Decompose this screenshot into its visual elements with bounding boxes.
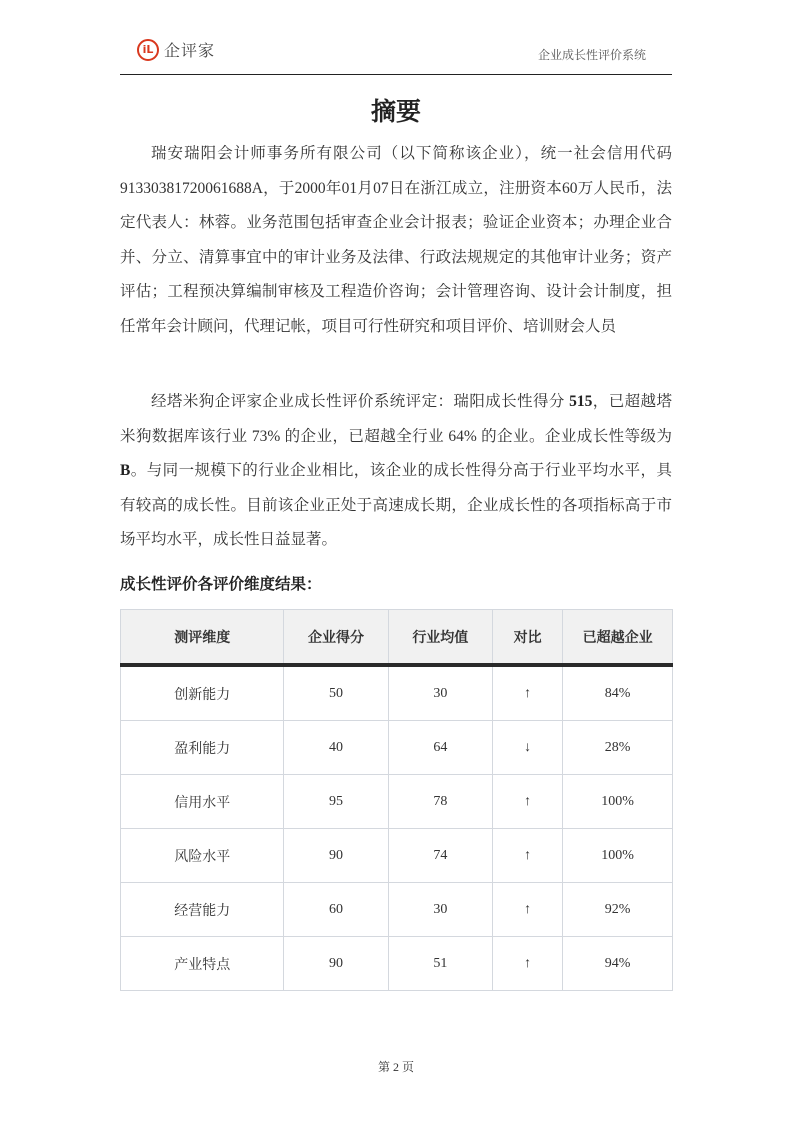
table-header-row — [121, 610, 673, 666]
comparison-arrow-icon: ↑ — [492, 829, 562, 883]
comparison-arrow-icon: ↑ — [492, 937, 562, 991]
header-comparison: 对比 — [492, 610, 562, 666]
dimension-cell: 风险水平 — [121, 829, 284, 883]
comparison-arrow-icon: ↓ — [492, 721, 562, 775]
growth-grade: B — [120, 462, 131, 479]
score-cell: 95 — [284, 775, 388, 829]
table-row — [121, 775, 673, 829]
dimension-cell: 创新能力 — [121, 665, 284, 721]
logo-text: 企评家 — [164, 41, 216, 60]
page-header — [120, 30, 672, 75]
header-industry-average: 行业均值 — [388, 610, 492, 666]
average-cell: 51 — [388, 937, 492, 991]
dimension-cell: 信用水平 — [121, 775, 284, 829]
rating-text-2: ，已超越塔米狗数据库该行业 73% 的企业，已超越全行业 64% 的企业。企业成长性等级为 — [120, 393, 672, 445]
average-cell: 74 — [388, 829, 492, 883]
score-cell: 90 — [284, 829, 388, 883]
comparison-arrow-icon: ↑ — [492, 775, 562, 829]
rating-text-3: 。与同一规模下的行业企业相比，该企业的成长性得分高于行业平均水平，具有较高的成长性。目前该企业正处于高速成长期，企业成长性的各项指标高于市场平均水平，成长性日益显著。 — [120, 462, 672, 548]
surpassed-cell: 92% — [563, 883, 673, 937]
comparison-arrow-icon: ↑ — [492, 883, 562, 937]
company-summary-paragraph: 瑞安瑞阳会计师事务所有限公司（以下简称该企业），统一社会信用代码 91330381720061688A，于2000年01月07日在浙江成立，注册资本60万人民币，法定代表人：林蓉。业务范围包括审查企业会计报表；验证企业资本；办理企业合并、分立、清算事宜中的审计业务及法律、行政法规规定的其他审计业务；资产评估；工程预决算编制审核及工程造价咨询；会计管理咨询、设计会计制度，担任常年会计顾问，代理记帐，项目可行性研究和项目评价、培训财会人员 — [120, 145, 672, 335]
table-row — [121, 721, 673, 775]
page-title: 摘要 — [370, 99, 421, 126]
surpassed-cell: 28% — [563, 721, 673, 775]
table-row — [121, 829, 673, 883]
surpassed-cell: 84% — [563, 665, 673, 721]
dimension-cell: 产业特点 — [121, 937, 284, 991]
average-cell: 64 — [388, 721, 492, 775]
table-row — [121, 665, 673, 721]
score-cell: 40 — [284, 721, 388, 775]
average-cell: 78 — [388, 775, 492, 829]
dimension-results-table — [120, 609, 673, 991]
logo-icon: iL — [137, 39, 159, 61]
growth-score: 515 — [569, 393, 593, 410]
score-cell: 60 — [284, 883, 388, 937]
page-number: 第 2 页 — [377, 1060, 414, 1074]
average-cell: 30 — [388, 665, 492, 721]
section-title: 成长性评价各评价维度结果： — [120, 576, 322, 593]
surpassed-cell: 100% — [563, 829, 673, 883]
rating-text-1: 经塔米狗企评家企业成长性评价系统评定：瑞阳成长性得分 — [151, 393, 570, 410]
rating-summary-paragraph — [120, 385, 672, 558]
score-cell: 90 — [284, 937, 388, 991]
table-row — [121, 883, 673, 937]
header-dimension: 测评维度 — [121, 610, 284, 666]
header-surpassed: 已超越企业 — [563, 610, 673, 666]
surpassed-cell: 94% — [563, 937, 673, 991]
dimension-cell: 经营能力 — [121, 883, 284, 937]
table-row — [121, 937, 673, 991]
dimension-cell: 盈利能力 — [121, 721, 284, 775]
system-name: 企业成长性评价系统 — [537, 48, 646, 62]
comparison-arrow-icon: ↑ — [492, 665, 562, 721]
score-cell: 50 — [284, 665, 388, 721]
surpassed-cell: 100% — [563, 775, 673, 829]
header-company-score: 企业得分 — [284, 610, 388, 666]
average-cell: 30 — [388, 883, 492, 937]
logo — [137, 38, 215, 61]
